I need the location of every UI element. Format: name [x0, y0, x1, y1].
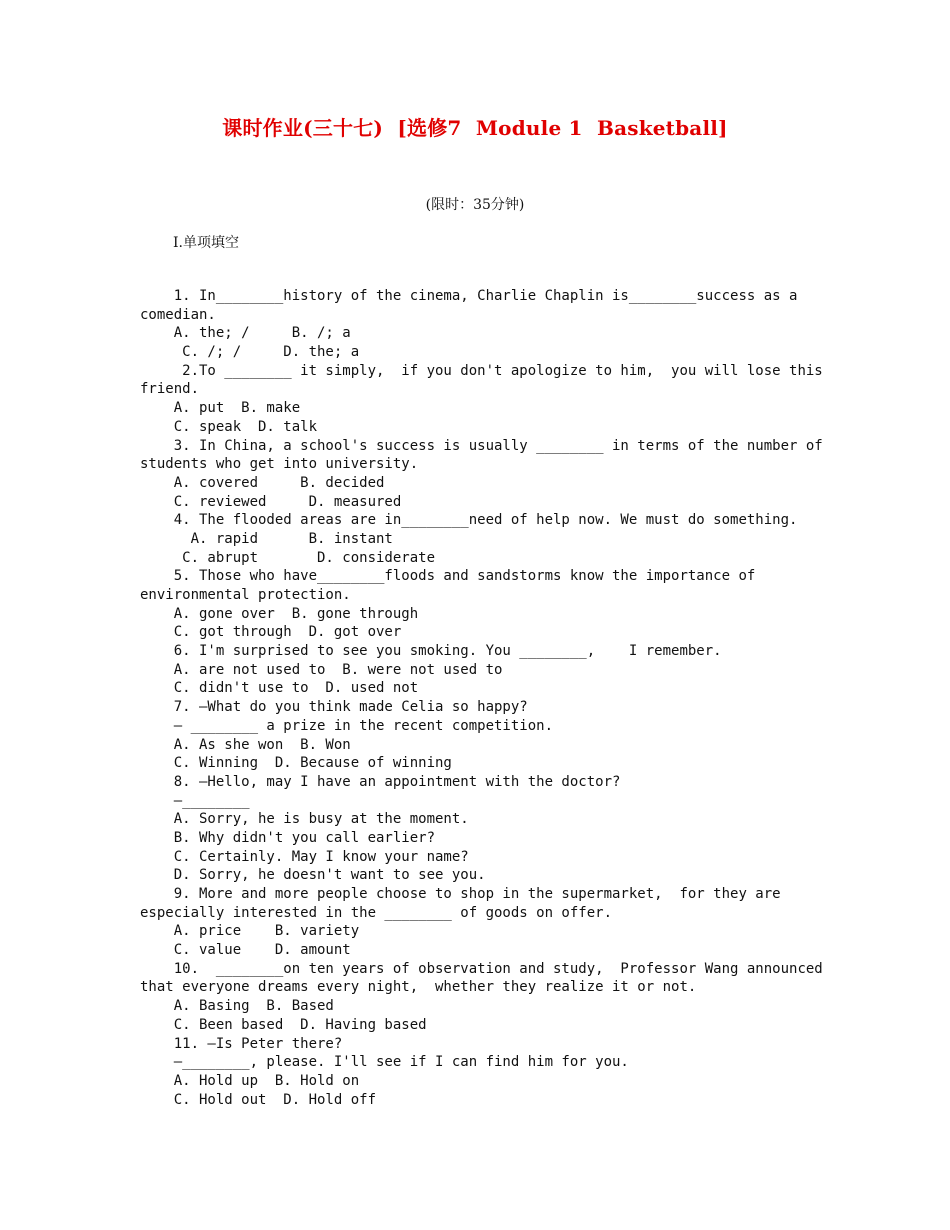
text-line: especially interested in the ________ of goods on offer. — [140, 904, 613, 921]
text-line: A. rapid B. instant — [140, 530, 393, 547]
text-line: A. covered B. decided — [140, 474, 385, 491]
text-line: C. Winning D. Because of winning — [140, 755, 452, 772]
text-line: 11. —Is Peter there? — [140, 1035, 343, 1052]
text-line: B. Why didn't you call earlier? — [140, 829, 436, 846]
text-line: 1. In________history of the cinema, Charlie Chaplin is________success as a — [140, 288, 798, 304]
text-line: A. the; / B. /; a — [140, 325, 351, 342]
text-line: C. /; / D. the; a — [140, 344, 360, 361]
text-line: A. put B. make — [140, 400, 301, 417]
text-line: 9. More and more people choose to shop in the supermarket, for they are — [140, 886, 781, 902]
text-line: 10. ________on ten years of observation and study, Professor Wang announced — [140, 960, 823, 977]
text-line: 4. The flooded areas are in________need of help now. We must do something. — [140, 512, 798, 529]
text-line: 8. —Hello, may I have an appointment with the doctor? — [140, 773, 621, 790]
text-line: 7. —What do you think made Celia so happy? — [140, 699, 528, 716]
text-line: —________ — [140, 792, 250, 809]
text-line: environmental protection. — [140, 587, 351, 603]
page-title: 课时作业(三十七) [选修7 Module 1 Basketball] — [222, 116, 728, 140]
text-line: 5. Those who have________floods and sandstorms know the importance of — [140, 568, 756, 585]
text-line: friend. — [140, 381, 200, 398]
text-line: C. reviewed D. measured — [140, 493, 402, 510]
text-line: —________, please. I'll see if I can find him for you. — [140, 1054, 629, 1071]
text-line: C. got through D. got over — [140, 624, 402, 641]
text-line: that everyone dreams every night, whether they realize it or not. — [140, 979, 697, 996]
text-line: C. Hold out D. Hold off — [140, 1091, 377, 1108]
text-line: comedian. — [140, 306, 216, 323]
text-line: A. price B. variety — [140, 923, 360, 940]
text-line: 6. I'm surprised to see you smoking. You ________, I remember. — [140, 643, 722, 660]
text-line: A. gone over B. gone through — [140, 605, 419, 622]
text-line: C. abrupt D. considerate — [140, 549, 436, 566]
time-limit: (限时：35分钟) — [425, 197, 525, 213]
text-line: 3. In China, a school's success is usually ________ in terms of the number of — [140, 437, 823, 454]
text-line: C. Certainly. May I know your name? — [140, 848, 469, 865]
text-line: 2.To ________ it simply, if you don't apologize to him, you will lose this — [140, 362, 823, 379]
text-line: — ________ a prize in the recent competition. — [140, 717, 554, 734]
text-line: A. are not used to B. were not used to — [140, 661, 503, 678]
text-line: A. Hold up B. Hold on — [140, 1072, 360, 1089]
text-line: D. Sorry, he doesn't want to see you. — [140, 867, 486, 884]
text-line: A. Sorry, he is busy at the moment. — [140, 811, 469, 828]
text-line: A. Basing B. Based — [140, 998, 334, 1015]
text-line: students who get into university. — [140, 456, 419, 473]
text-line: C. value D. amount — [140, 942, 351, 959]
text-line: C. speak D. talk — [140, 418, 318, 435]
text-line: C. didn't use to D. used not — [140, 680, 419, 697]
text-line: C. Been based D. Having based — [140, 1016, 427, 1033]
section-heading: Ⅰ.单项填空 — [173, 235, 239, 251]
text-line: A. As she won B. Won — [140, 736, 351, 753]
question-list — [140, 287, 823, 1109]
